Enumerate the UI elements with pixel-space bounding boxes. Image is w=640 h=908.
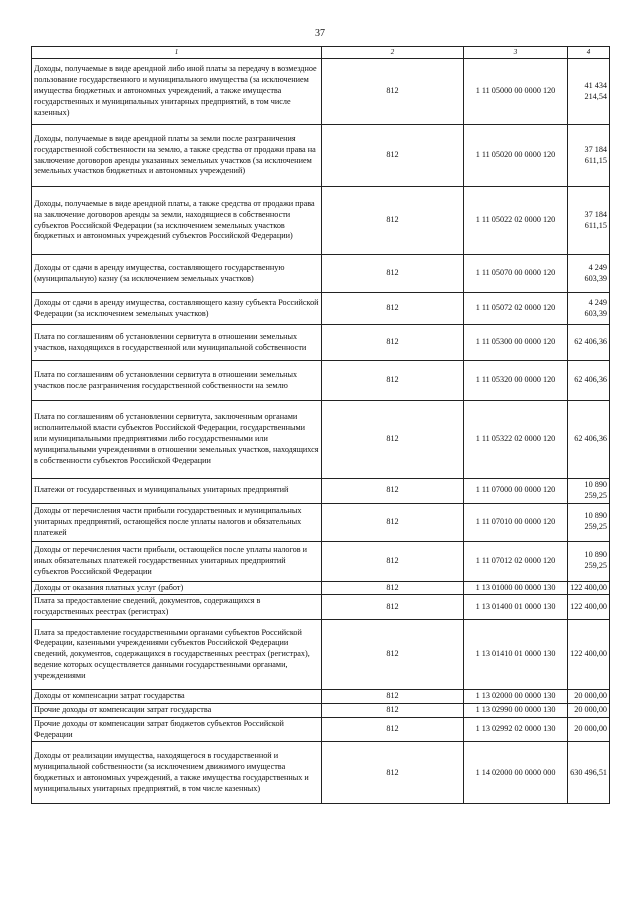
amount-cell: 122 400,00 — [568, 620, 610, 690]
admin-code-cell: 812 — [322, 125, 464, 187]
amount-cell: 41 434 214,54 — [568, 59, 610, 125]
amount-cell: 10 890 259,25 — [568, 479, 610, 504]
revenue-name-cell: Доходы от перечисления части прибыли государственных и муниципальных унитарных предприятий, остающейся после уплаты налогов и обязательных платежей — [32, 503, 322, 541]
admin-code-cell: 812 — [322, 59, 464, 125]
revenue-name-cell: Прочие доходы от компенсации затрат государства — [32, 703, 322, 717]
revenue-table — [31, 46, 610, 804]
budget-code-cell: 1 13 01410 01 0000 130 — [464, 620, 568, 690]
amount-cell: 62 406,36 — [568, 401, 610, 479]
revenue-name-cell: Доходы от перечисления части прибыли, остающейся после уплаты налогов и иных обязательных платежей государственных унитарных предприятий субъектов Российской Федерации — [32, 541, 322, 581]
amount-cell: 122 400,00 — [568, 595, 610, 620]
budget-code-cell: 1 11 05070 00 0000 120 — [464, 255, 568, 293]
header-col-1: 1 — [32, 47, 322, 59]
table-row — [32, 479, 610, 504]
amount-cell: 37 184 611,15 — [568, 187, 610, 255]
revenue-name-cell: Плата по соглашениям об установлении сервитута в отношении земельных участков, находящихся в государственной или муниципальной собственности — [32, 325, 322, 361]
budget-code-cell: 1 13 02000 00 0000 130 — [464, 690, 568, 704]
header-col-4: 4 — [568, 47, 610, 59]
table-row — [32, 690, 610, 704]
admin-code-cell: 812 — [322, 479, 464, 504]
amount-cell: 62 406,36 — [568, 325, 610, 361]
table-row — [32, 325, 610, 361]
amount-cell: 62 406,36 — [568, 361, 610, 401]
revenue-name-cell: Доходы от сдачи в аренду имущества, составляющего казну субъекта Российской Федерации (за исключением земельных участков) — [32, 293, 322, 325]
table-row — [32, 581, 610, 595]
header-col-2: 2 — [322, 47, 464, 59]
revenue-name-cell: Прочие доходы от компенсации затрат бюджетов субъектов Российской Федерации — [32, 717, 322, 742]
revenue-name-cell: Плата по соглашениям об установлении сервитута, заключенным органами исполнительной власти субъектов Российской Федерации, государственными или муниципальными предприятиями либо государственными или муниципальными учреждениями в отношении земельных участков, находящихся в собственности субъектов Российской Федерации — [32, 401, 322, 479]
admin-code-cell: 812 — [322, 187, 464, 255]
admin-code-cell: 812 — [322, 717, 464, 742]
revenue-name-cell: Доходы, получаемые в виде арендной либо иной платы за передачу в возмездное пользование государственного и муниципального имущества (за исключением имущества бюджетных и автономных учреждений, а также имущества государственных и муниципальных унитарных предприятий, в том числе казенных) — [32, 59, 322, 125]
budget-code-cell: 1 11 05072 02 0000 120 — [464, 293, 568, 325]
admin-code-cell: 812 — [322, 293, 464, 325]
amount-cell: 630 496,51 — [568, 742, 610, 804]
table-row — [32, 361, 610, 401]
budget-code-cell: 1 11 07012 02 0000 120 — [464, 541, 568, 581]
admin-code-cell: 812 — [322, 595, 464, 620]
table-row — [32, 541, 610, 581]
admin-code-cell: 812 — [322, 503, 464, 541]
budget-code-cell: 1 13 01000 00 0000 130 — [464, 581, 568, 595]
table-header-row — [32, 47, 610, 59]
revenue-name-cell: Доходы от реализации имущества, находящегося в государственной и муниципальной собственности (за исключением движимого имущества бюджетных и автономных учреждений, а также имущества государственных и муниципальных унитарных предприятий, в том числе казенных) — [32, 742, 322, 804]
admin-code-cell: 812 — [322, 703, 464, 717]
table-row — [32, 595, 610, 620]
amount-cell: 20 000,00 — [568, 703, 610, 717]
table-row — [32, 503, 610, 541]
budget-code-cell: 1 11 05322 02 0000 120 — [464, 401, 568, 479]
admin-code-cell: 812 — [322, 541, 464, 581]
admin-code-cell: 812 — [322, 361, 464, 401]
budget-code-cell: 1 14 02000 00 0000 000 — [464, 742, 568, 804]
budget-code-cell: 1 13 02992 02 0000 130 — [464, 717, 568, 742]
amount-cell: 4 249 603,39 — [568, 293, 610, 325]
admin-code-cell: 812 — [322, 255, 464, 293]
admin-code-cell: 812 — [322, 325, 464, 361]
budget-code-cell: 1 11 05020 00 0000 120 — [464, 125, 568, 187]
table-row — [32, 703, 610, 717]
table-row — [32, 255, 610, 293]
revenue-name-cell: Доходы от сдачи в аренду имущества, составляющего государственную (муниципальную) казну (за исключением земельных участков) — [32, 255, 322, 293]
revenue-name-cell: Доходы, получаемые в виде арендной платы за земли после разграничения государственной собственности на землю, а также средства от продажи права на заключение договоров аренды указанных земельных участков (за исключением земельных участков бюджетных и автономных учреждений) — [32, 125, 322, 187]
table-row — [32, 401, 610, 479]
amount-cell: 4 249 603,39 — [568, 255, 610, 293]
revenue-name-cell: Доходы, получаемые в виде арендной платы, а также средства от продажи права на заключение договоров аренды за земли, находящиеся в собственности субъектов Российской Федерации (за исключением земельных участков бюджетных и автономных учреждений субъектов Российской Федерации) — [32, 187, 322, 255]
budget-code-cell: 1 11 05000 00 0000 120 — [464, 59, 568, 125]
amount-cell: 37 184 611,15 — [568, 125, 610, 187]
admin-code-cell: 812 — [322, 620, 464, 690]
table-row — [32, 293, 610, 325]
amount-cell: 20 000,00 — [568, 717, 610, 742]
revenue-name-cell: Платежи от государственных и муниципальных унитарных предприятий — [32, 479, 322, 504]
table-row — [32, 125, 610, 187]
revenue-name-cell: Плата за предоставление государственными органами субъектов Российской Федерации, казенными учреждениями субъектов Российской Федерации сведений, документов, содержащихся в государственных реестрах (регистрах), ведение которых осуществляется данными государственными органами, учреждениями — [32, 620, 322, 690]
admin-code-cell: 812 — [322, 742, 464, 804]
budget-code-cell: 1 13 02990 00 0000 130 — [464, 703, 568, 717]
budget-code-cell: 1 11 05022 02 0000 120 — [464, 187, 568, 255]
budget-code-cell: 1 11 07000 00 0000 120 — [464, 479, 568, 504]
admin-code-cell: 812 — [322, 690, 464, 704]
amount-cell: 10 890 259,25 — [568, 503, 610, 541]
admin-code-cell: 812 — [322, 581, 464, 595]
budget-code-cell: 1 11 07010 00 0000 120 — [464, 503, 568, 541]
admin-code-cell: 812 — [322, 401, 464, 479]
budget-code-cell: 1 13 01400 01 0000 130 — [464, 595, 568, 620]
header-col-3: 3 — [464, 47, 568, 59]
amount-cell: 20 000,00 — [568, 690, 610, 704]
budget-code-cell: 1 11 05300 00 0000 120 — [464, 325, 568, 361]
amount-cell: 10 890 259,25 — [568, 541, 610, 581]
table-row — [32, 620, 610, 690]
revenue-name-cell: Доходы от компенсации затрат государства — [32, 690, 322, 704]
budget-code-cell: 1 11 05320 00 0000 120 — [464, 361, 568, 401]
revenue-name-cell: Плата за предоставление сведений, документов, содержащихся в государственных реестрах (регистрах) — [32, 595, 322, 620]
revenue-name-cell: Плата по соглашениям об установлении сервитута в отношении земельных участков после разграничения государственной собственности на землю — [32, 361, 322, 401]
table-row — [32, 187, 610, 255]
page-number: 37 — [315, 28, 325, 39]
amount-cell: 122 400,00 — [568, 581, 610, 595]
table-row — [32, 59, 610, 125]
revenue-name-cell: Доходы от оказания платных услуг (работ) — [32, 581, 322, 595]
table-row — [32, 717, 610, 742]
table-row — [32, 742, 610, 804]
